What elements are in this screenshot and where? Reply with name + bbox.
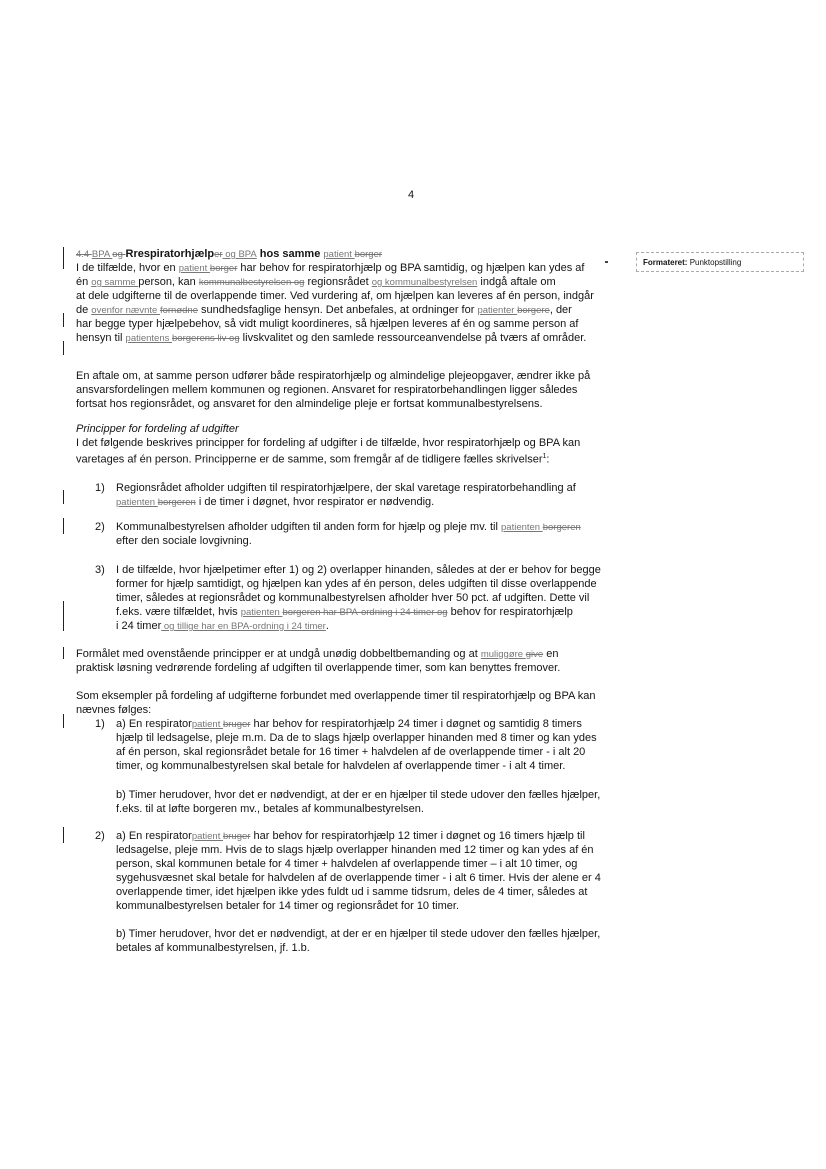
deleted-text: give xyxy=(525,649,544,660)
text-run: i de timer i døgnet, hvor respirator er nødvendig. xyxy=(195,496,435,508)
change-bar xyxy=(63,714,64,728)
text-line xyxy=(116,871,601,885)
text-run: sygehusvæsnet skal betale for halvdelen af de overlappende timer - i alt 6 timer. Hvis der alene er 4 xyxy=(116,872,601,884)
inserted-text: BPA xyxy=(91,249,113,260)
text-run: overlappende timer, idet hjælpen ikke ydes fuldt ud i samme tidsrum, deles de 4 timer, således at xyxy=(116,886,588,898)
change-bar xyxy=(63,490,64,504)
text-run: f.eks. til at løfte borgeren mv., betales af kommunalbestyrelsen. xyxy=(116,803,424,815)
text-run: de xyxy=(76,304,92,316)
deleted-text: 4.4 xyxy=(76,249,92,260)
text-run: ansvarsfordelingen mellem kommunen og regionen. Ansvaret for respiratorbehandlingen ligger således xyxy=(76,384,578,396)
text-line xyxy=(116,843,594,857)
footnote-ref[interactable]: 1 xyxy=(542,453,547,460)
text-line xyxy=(76,436,580,450)
inserted-text: patienten xyxy=(116,497,158,508)
deleted-text: borgeren xyxy=(542,522,581,533)
text-line xyxy=(76,331,586,346)
text-line xyxy=(76,703,151,717)
text-run: . xyxy=(325,620,329,632)
inserted-text: patient xyxy=(191,719,223,730)
text-line xyxy=(116,802,424,816)
text-run: har behov for respiratorhjælp 24 timer i døgnet og samtidig 8 timers xyxy=(250,718,582,730)
text-line xyxy=(76,397,543,411)
text-run: at dele udgifterne til de overlappende timer. Ved vurdering af, om hjælpen kan leveres af én person, indgår xyxy=(76,290,594,302)
inserted-text: patienter xyxy=(477,305,518,316)
deleted-text: kommunalbestyrelsen og xyxy=(198,277,305,288)
text-line xyxy=(116,495,434,510)
text-run: En aftale om, at samme person udfører både respiratorhjælp og almindelige plejeopgaver, ændrer ikke på xyxy=(76,370,591,382)
text-run: , der xyxy=(549,304,572,316)
deleted-text: og xyxy=(112,249,126,260)
text-line xyxy=(76,661,560,675)
text-line xyxy=(116,717,582,732)
heading-text: hos samme xyxy=(256,248,324,260)
text-line xyxy=(116,941,310,955)
sub-heading: Principper for fordeling af udgifter xyxy=(76,423,239,435)
inserted-text: og BPA xyxy=(222,249,257,260)
deleted-text: borgerens liv og xyxy=(172,333,240,344)
text-run: b) Timer herudover, hvor det er nødvendigt, at der er en hjælper til stede udover den fælles hjælper, xyxy=(116,789,601,801)
text-run: efter den sociale lovgivning. xyxy=(116,535,252,547)
comment-label: Formateret: xyxy=(643,258,688,267)
inserted-text: patient xyxy=(191,831,223,842)
list-number: 1) xyxy=(95,482,105,494)
text-run: har behov for respiratorhjælp 12 timer i døgnet og 16 timers hjælp til xyxy=(250,830,585,842)
text-run: a) En respirator xyxy=(116,830,192,842)
text-run: former for hjælp samtidigt, og hjælpen kan ydes af én person, deles udgiften til disse overlappende xyxy=(116,578,597,590)
text-line xyxy=(116,619,329,634)
text-run: én xyxy=(76,276,92,288)
list-number: 1) xyxy=(95,718,105,730)
text-run: Kommunalbestyrelsen afholder udgiften til anden form for hjælp og pleje mv. til xyxy=(116,521,501,533)
section-heading xyxy=(76,247,382,262)
change-bar xyxy=(63,247,64,269)
change-bar xyxy=(63,647,64,659)
inserted-text: patient xyxy=(323,249,355,260)
change-bar xyxy=(63,518,64,534)
text-line xyxy=(76,275,556,290)
inserted-text: ovenfor nævnte xyxy=(91,305,160,316)
text-line xyxy=(76,450,549,467)
text-run: behov for respiratorhjælp xyxy=(447,606,573,618)
text-line xyxy=(76,261,584,276)
text-run: kommunalbestyrelsen betaler for 14 timer og regionsrådet for 10 timer. xyxy=(116,900,459,912)
inserted-text: patienten xyxy=(240,607,283,618)
deleted-text: borgeren har BPA-ordning i 24 timer og xyxy=(282,607,448,618)
heading-text: Rrespiratorhjælp xyxy=(125,248,215,260)
change-bar xyxy=(63,827,64,843)
text-run: fortsat hos regionsrådet, og ansvaret for den almindelige pleje er fortsat kommunalbestyrelsens. xyxy=(76,398,543,410)
text-line xyxy=(76,289,594,303)
text-run: har behov for respiratorhjælp og BPA samtidig, og hjælpen kan ydes af xyxy=(237,262,585,274)
text-run: betales af kommunalbestyrelsen, jf. 1.b. xyxy=(116,942,310,954)
text-run: b) Timer herudover, hvor det er nødvendigt, at der er en hjælper til stede udover den fælles hjælper, xyxy=(116,928,601,940)
text-line xyxy=(76,369,590,383)
text-line xyxy=(116,605,573,620)
text-run: livskvalitet og den samlede ressourceanvendelse på tværs af områder. xyxy=(239,332,587,344)
deleted-text: bruger xyxy=(222,831,251,842)
text-run: timer, således at regionsrådet og kommunalbestyrelsen afholder hver 50 pct. af udgiften. Dette vil xyxy=(116,592,590,604)
text-run: Som eksempler på fordeling af udgifterne forbundet med overlappende timer til respiratorhjælp og BPA kan xyxy=(76,690,596,702)
inserted-text: muliggøre xyxy=(480,649,526,660)
text-line xyxy=(116,745,585,759)
text-run: praktisk løsning vedrørende fordeling af udgiften til overlappende timer, som kan benyttes fremover. xyxy=(76,662,561,674)
text-run: I de tilfælde, hvor en xyxy=(76,262,179,274)
text-line xyxy=(116,885,587,899)
text-line xyxy=(76,317,578,331)
text-line xyxy=(76,647,558,662)
text-run: I det følgende beskrives principper for fordeling af udgifter i de tilfælde, hvor respiratorhjælp og BPA kan xyxy=(76,437,581,449)
text-line xyxy=(116,563,601,577)
text-run: Regionsrådet afholder udgiften til respiratorhjælpere, der skal varetage respiratorbehandling af xyxy=(116,482,576,494)
text-run: I de tilfælde, hvor hjælpetimer efter 1) og 2) overlapper hinanden, således at der er behov for begge xyxy=(116,564,601,576)
text-run: nævnes følges: xyxy=(76,704,152,716)
deleted-text: borger xyxy=(209,263,238,274)
text-run: hjælp til ledsagelse, pleje m.m. Da de to slags hjælp overlapper hinanden med 8 timer og kan ydes xyxy=(116,732,597,744)
text-run: sundhedsfaglige hensyn. Det anbefales, at ordninger for xyxy=(197,304,478,316)
text-run: regionsrådet xyxy=(304,276,372,288)
text-line xyxy=(76,383,577,397)
inserted-text: patientens xyxy=(125,333,173,344)
text-line xyxy=(116,481,576,495)
deleted-text: borgeren xyxy=(157,497,196,508)
list-number: 2) xyxy=(95,521,105,533)
text-line xyxy=(116,857,577,871)
text-line xyxy=(116,577,597,591)
text-line xyxy=(116,759,565,773)
inserted-text: og kommunalbestyrelsen xyxy=(371,277,478,288)
change-bar xyxy=(63,341,64,355)
page-number: 4 xyxy=(408,189,415,201)
deleted-text: fornødne xyxy=(159,305,198,316)
comment-connector xyxy=(605,261,608,263)
deleted-text: borger xyxy=(354,249,383,260)
change-bar xyxy=(63,313,64,327)
text-run: : xyxy=(546,453,550,466)
text-line xyxy=(116,899,459,913)
text-run: af én person, skal regionsrådet betale for 16 timer + halvdelen af de overlappende timer - i alt 20 xyxy=(116,746,586,758)
text-run: ledsagelse, pleje mm. Hvis de to slags hjælp overlapper hinanden med 12 timer og kan ydes af én xyxy=(116,844,594,856)
text-line xyxy=(116,520,581,535)
text-run: hensyn til xyxy=(76,332,126,344)
deleted-text: borgere xyxy=(517,305,550,316)
inserted-text: patient xyxy=(178,263,210,274)
text-line xyxy=(116,731,597,745)
text-run: a) En respirator xyxy=(116,718,192,730)
inserted-text: patienten xyxy=(501,522,543,533)
text-line xyxy=(116,829,585,844)
text-run: i 24 timer xyxy=(116,620,162,632)
text-line xyxy=(116,591,589,605)
change-bar xyxy=(63,601,64,631)
comment-value: Punktopstilling xyxy=(689,258,742,267)
text-run: person, skal kommunen betale for 4 timer + halvdelen af overlappende timer – i alt 10 timer, og xyxy=(116,858,578,870)
text-run: en xyxy=(543,648,559,660)
list-number: 2) xyxy=(95,830,105,842)
list-number: 3) xyxy=(95,564,105,576)
inserted-text: og samme xyxy=(91,277,139,288)
text-line xyxy=(76,303,572,318)
inserted-text: og tillige har en BPA-ordning i 24 timer xyxy=(161,621,326,632)
text-line xyxy=(116,927,600,941)
text-run: f.eks. være tilfældet, hvis xyxy=(116,606,241,618)
deleted-text: bruger xyxy=(222,719,251,730)
text-run: varetages af én person. Principperne er de samme, som fremgår af de tidligere fælles skrivelser xyxy=(76,453,543,466)
text-run: Formålet med ovenstående principper er at undgå unødig dobbeltbemanding og at xyxy=(76,648,481,660)
text-line xyxy=(76,689,596,703)
text-run: person, kan xyxy=(138,276,199,288)
text-run: timer, og kommunalbestyrelsen skal betale for halvdelen af overlappende timer - i alt 4 timer. xyxy=(116,760,566,772)
text-run: har begge typer hjælpebehov, så vidt muligt koordineres, så hjælpen leveres af én og samme person af xyxy=(76,318,579,330)
text-run: indgå aftale om xyxy=(477,276,556,288)
format-comment[interactable] xyxy=(636,252,804,272)
deleted-text: er xyxy=(214,249,223,260)
text-line xyxy=(116,788,600,802)
text-line xyxy=(116,534,252,548)
